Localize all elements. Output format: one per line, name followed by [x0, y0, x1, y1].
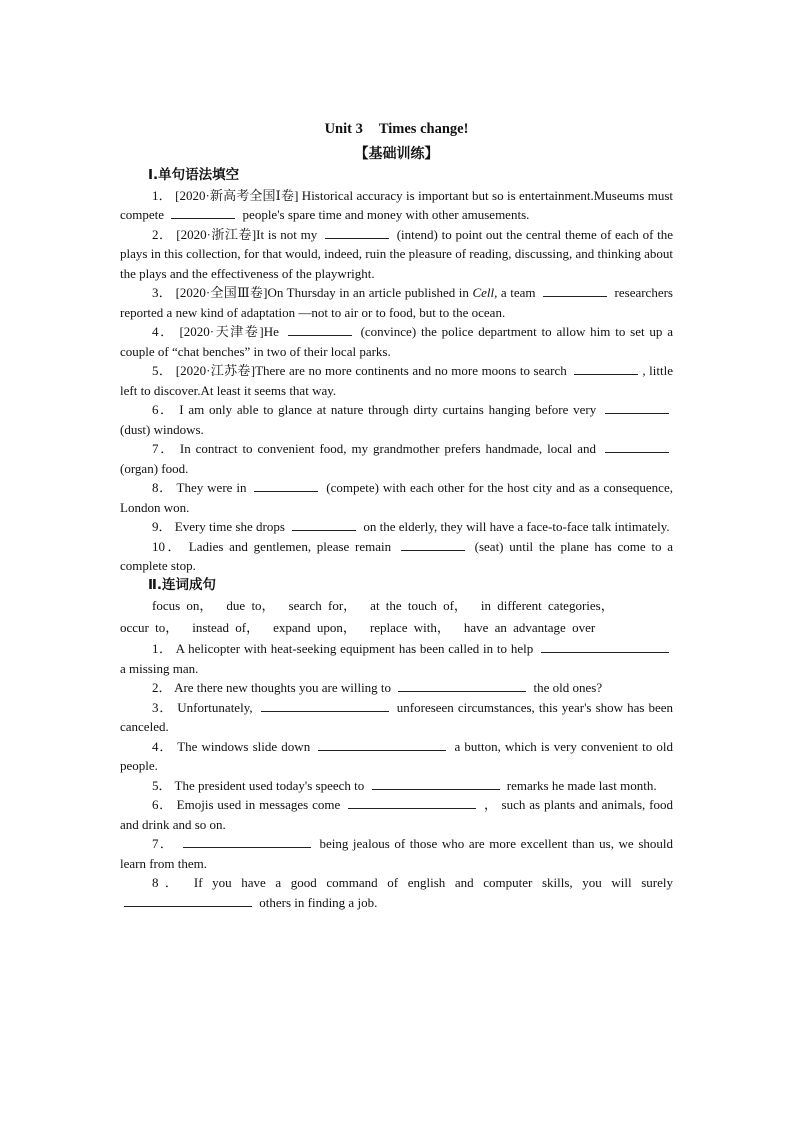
sentence-8 — [120, 873, 673, 912]
sentence-5 — [120, 776, 673, 796]
question-text: , little left to discover.At least it seems that way. — [120, 363, 673, 398]
question-text: remarks he made last month. — [506, 777, 657, 793]
section-1-heading: Ⅰ.单句语法填空 — [148, 167, 240, 183]
answer-blank[interactable] — [398, 679, 526, 692]
question-text: [2020·天津卷]He — [179, 324, 279, 339]
question-text: (organ) food. — [120, 460, 189, 476]
question-8 — [120, 478, 673, 517]
question-text: [2020·新高考全国Ⅰ卷] Historical accuracy is important but so is entertainment.Museums must compete — [120, 187, 673, 222]
question-text: (convince) the police department to allow him to set up a couple of “chat benches” in two of their local parks. — [120, 324, 674, 359]
question-5 — [120, 361, 673, 400]
question-text: (dust) windows. — [120, 421, 204, 437]
question-text: unforeseen circumstances, this year's show has been canceled. — [120, 699, 674, 734]
unit-name: Times change! — [378, 121, 469, 137]
question-text: a missing man. — [120, 660, 199, 676]
answer-blank[interactable] — [574, 362, 638, 375]
question-3 — [120, 283, 673, 322]
answer-blank[interactable] — [348, 796, 476, 809]
question-text: others in finding a job. — [259, 894, 378, 910]
question-text: The windows slide down — [177, 738, 311, 754]
unit-number: Unit 3 — [324, 121, 363, 137]
question-text: a team — [500, 285, 536, 300]
question-number: 5． — [152, 363, 173, 378]
question-number: 4． — [152, 324, 175, 339]
question-text: Are there new thoughts you are willing to — [174, 680, 392, 695]
question-6 — [120, 400, 673, 439]
question-text: They were in — [176, 480, 247, 495]
question-text: (intend) to point out the central theme of each of the plays in this collection, for that would, indeed, ruin the pleasure of reading, discussing, and thinking about the plays and the effectiveness of the playwright. — [120, 226, 674, 281]
question-text: people's spare time and money with other amusements. — [242, 207, 530, 222]
phrase: at the touch of， — [370, 598, 467, 613]
answer-blank[interactable] — [605, 401, 669, 414]
section-2-heading: Ⅱ.连词成句 — [148, 576, 217, 593]
answer-blank[interactable] — [183, 835, 311, 848]
phrase-bank-line-2 — [120, 618, 673, 639]
phrase-bank-line-1 — [120, 596, 673, 617]
question-text: If you have a good command of english and computer skills, you will surely — [193, 875, 673, 890]
question-number: 1． — [152, 187, 172, 203]
question-number: 2． — [152, 680, 172, 695]
question-number: 4． — [152, 738, 174, 754]
answer-blank[interactable] — [401, 538, 465, 551]
question-text: (seat) until the plane has come to a complete stop. — [120, 538, 673, 573]
question-text: on the elderly, they will have a face-to-face talk intimately. — [363, 519, 670, 534]
question-text: researchers reported a new kind of adaptation —not to air or to food, but to the ocean. — [120, 285, 673, 320]
phrase: have an advantage over — [463, 619, 596, 635]
question-text: (compete) with each other for the host city and as a consequence, London won. — [120, 480, 673, 515]
question-text: being jealous of those who are more excellent than us, we should learn from them. — [120, 836, 673, 871]
question-text: In contract to convenient food, my grandmother prefers handmade, local and — [179, 441, 597, 456]
question-text: The president used today's speech to — [174, 777, 365, 793]
answer-blank[interactable] — [124, 894, 252, 907]
question-text: [2020·全国Ⅲ卷]On Thursday in an article published in — [175, 285, 469, 300]
question-text: A helicopter with heat-seeking equipment has been called in to help — [175, 641, 534, 656]
answer-blank[interactable] — [254, 479, 318, 492]
sentence-1 — [120, 639, 673, 678]
sentence-7 — [120, 834, 673, 873]
page-title — [120, 118, 673, 140]
journal-name: Cell, — [472, 285, 498, 300]
question-number: 7． — [152, 836, 175, 851]
phrase: expand upon， — [273, 619, 356, 635]
answer-blank[interactable] — [292, 518, 356, 531]
question-number: 8． — [152, 480, 173, 495]
question-text: Every time she drops — [174, 519, 285, 534]
question-text: a button, which is very convenient to old people. — [120, 738, 673, 773]
phrase: replace with， — [369, 619, 450, 635]
question-number: 2． — [152, 226, 173, 242]
answer-blank[interactable] — [318, 738, 446, 751]
question-number: 8． — [152, 875, 185, 890]
answer-blank[interactable] — [288, 323, 352, 336]
question-text: ， such as plants and animals, food and drink and so on. — [120, 797, 673, 832]
question-7 — [120, 439, 673, 478]
question-number: 1． — [152, 641, 173, 656]
answer-blank[interactable] — [325, 226, 389, 239]
answer-blank[interactable] — [605, 440, 669, 453]
answer-blank[interactable] — [261, 699, 389, 712]
question-number: 3． — [152, 699, 174, 715]
question-2 — [120, 225, 673, 284]
question-text: Unfortunately, — [177, 699, 253, 715]
question-4 — [120, 322, 673, 361]
question-number: 10． — [152, 538, 183, 554]
question-1 — [120, 186, 673, 225]
question-text: the old ones? — [533, 680, 603, 695]
question-number: 7． — [152, 441, 175, 456]
phrase: focus on， — [152, 598, 213, 613]
question-10 — [120, 537, 673, 576]
question-text: Ladies and gentlemen, please remain — [188, 538, 392, 554]
question-number: 9． — [152, 519, 172, 534]
phrase: occur to， — [120, 619, 179, 635]
phrase: instead of， — [192, 619, 260, 635]
sentence-2 — [120, 678, 673, 698]
section-subtitle: 【基础训练】 — [354, 147, 439, 162]
question-number: 6． — [152, 797, 173, 812]
question-number: 5． — [152, 777, 172, 793]
sentence-4 — [120, 737, 673, 776]
answer-blank[interactable] — [543, 284, 607, 297]
question-number: 3． — [152, 285, 173, 300]
question-number: 6． — [152, 402, 175, 417]
answer-blank[interactable] — [372, 777, 500, 790]
phrase: in different categories， — [480, 598, 614, 613]
worksheet-page — [120, 118, 673, 912]
sentence-3 — [120, 698, 673, 737]
question-text: [2020·江苏卷]There are no more continents and no more moons to search — [175, 363, 567, 378]
sentence-6 — [120, 795, 673, 834]
phrase: search for， — [288, 598, 357, 613]
question-text: Emojis used in messages come — [176, 797, 341, 812]
question-text: I am only able to glance at nature through dirty curtains hanging before very — [179, 402, 597, 417]
answer-blank[interactable] — [171, 206, 235, 219]
phrase: due to， — [226, 598, 275, 613]
answer-blank[interactable] — [541, 640, 669, 653]
question-9 — [120, 517, 673, 537]
question-text: [2020·浙江卷]It is not my — [176, 226, 318, 242]
